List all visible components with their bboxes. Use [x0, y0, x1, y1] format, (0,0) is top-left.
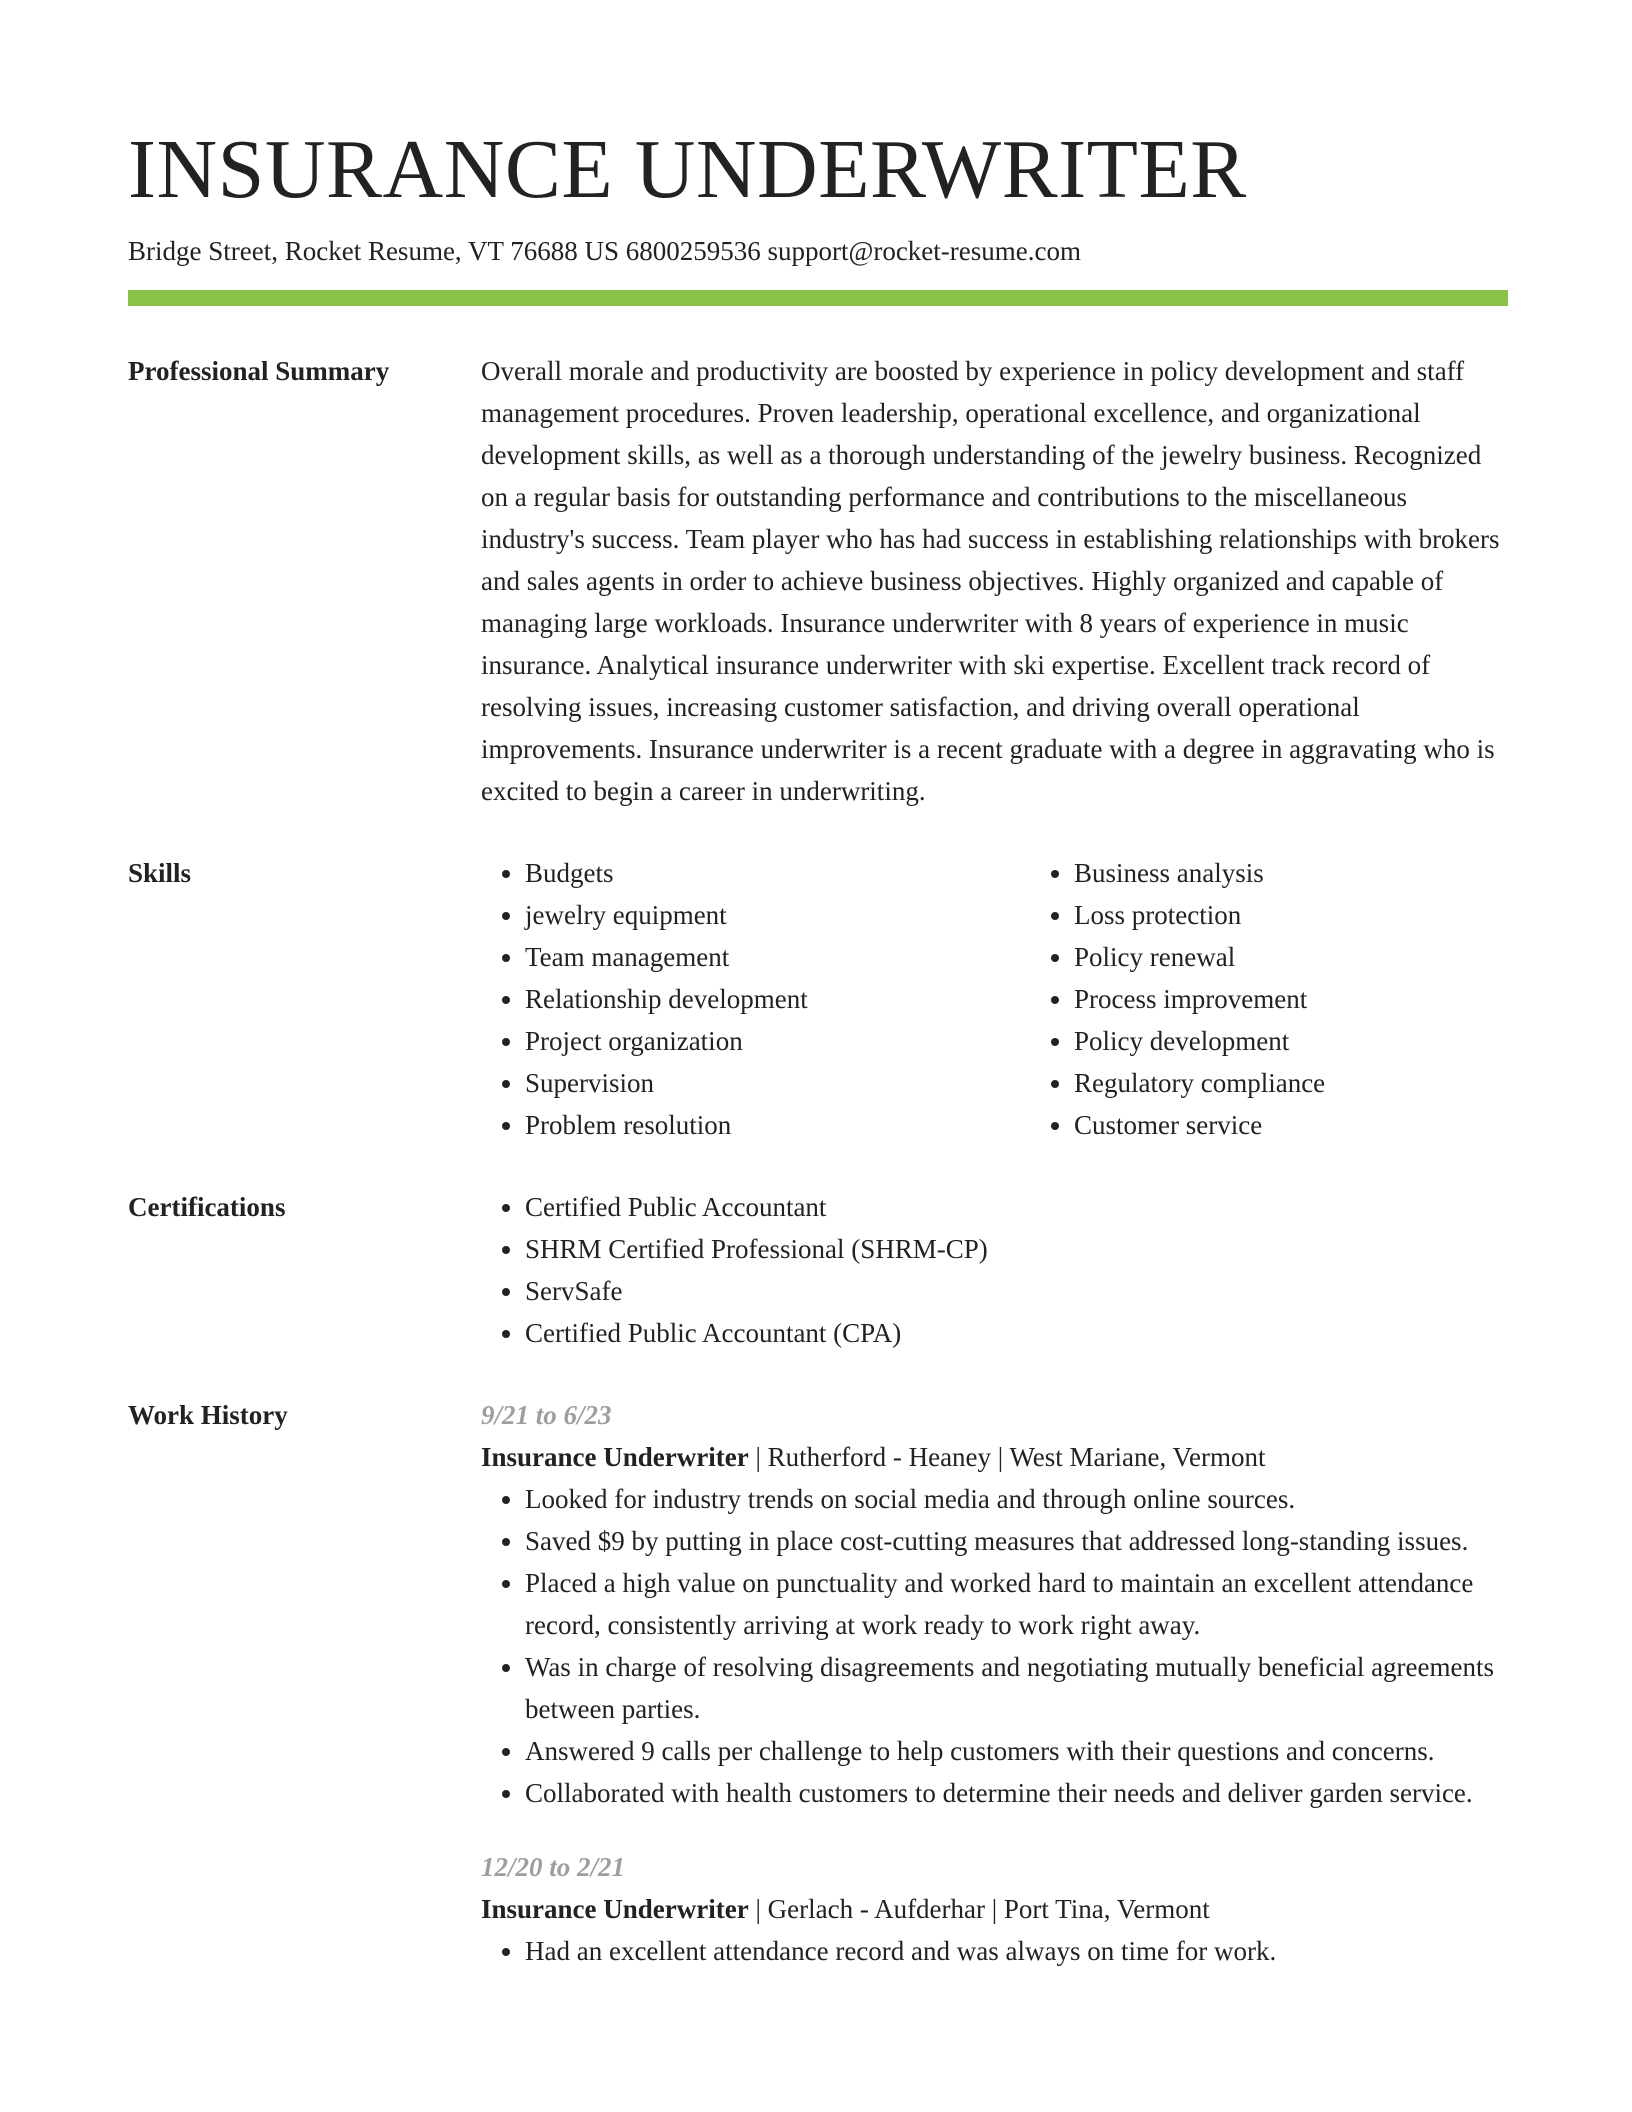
skill-item: • Business analysis — [1074, 852, 1579, 894]
summary-text: Overall morale and productivity are boosted by experience in policy development and staff management procedures. Proven leadership, operational excellence, and organizational development skills, as well as a thorough understanding of the jewelry business. Recognized on a regular basis for outstanding performance and contributions to the miscellaneous industry's success. Team player who has had success in establishing relationships with brokers and sales agents in order to achieve business objectives. Highly organized and capable of managing large workloads. Insurance underwriter with 8 years of experience in music insurance. Analytical insurance underwriter with ski expertise. Excellent track record of resolving issues, increasing customer satisfaction, and driving overall operational improvements. Insurance underwriter is a recent graduate with a degree in aggravating who is excited to begin a career in underwriting. — [481, 356, 1500, 806]
resume — [128, 118, 1508, 1972]
contact-address: Bridge Street, Rocket Resume, VT 76688 US — [128, 236, 619, 266]
skill-item: • Problem resolution — [525, 1104, 1030, 1146]
job-dates: 12/20 to 2/21 — [481, 1852, 626, 1882]
skill-item: • Process improvement — [1074, 978, 1579, 1020]
skill-item: • Customer service — [1074, 1104, 1579, 1146]
job-bullets — [481, 1930, 1508, 1972]
job-bullet: • Looked for industry trends on social media and through online sources. — [525, 1478, 1508, 1520]
contact-email: support@rocket-resume.com — [767, 236, 1081, 266]
certification-item: • Certified Public Accountant (CPA) — [525, 1312, 1508, 1354]
skill-item: • Team management — [525, 936, 1030, 978]
job-title-line — [481, 1888, 1508, 1930]
certification-item: • SHRM Certified Professional (SHRM-CP) — [525, 1228, 1508, 1270]
summary-section — [128, 350, 1508, 812]
skill-item: • jewelry equipment — [525, 894, 1030, 936]
summary-body — [481, 350, 1508, 812]
job-bullet: • Had an excellent attendance record and was always on time for work. — [525, 1930, 1508, 1972]
skills-heading: Skills — [128, 858, 192, 888]
candidate-name: INSURANCE UNDERWRITER — [128, 123, 1247, 216]
contact-phone: 6800259536 — [625, 236, 761, 266]
certifications-body — [481, 1186, 1508, 1354]
skill-item: • Project organization — [525, 1020, 1030, 1062]
job-employer-location: | Gerlach - Aufderhar | Port Tina, Vermont — [748, 1894, 1210, 1924]
certification-item: • Certified Public Accountant — [525, 1186, 1508, 1228]
certifications-list — [481, 1186, 1508, 1354]
skills-list-right — [1030, 852, 1579, 1146]
work-history-heading: Work History — [128, 1400, 288, 1430]
skills-section — [128, 852, 1508, 1146]
skill-item: • Loss protection — [1074, 894, 1579, 936]
job-bullet: • Placed a high value on punctuality and worked hard to maintain an excellent attendance record, consistently arriving at work ready to work right away. — [525, 1562, 1508, 1646]
job-bullet: • Collaborated with health customers to determine their needs and deliver garden service. — [525, 1772, 1508, 1814]
contact-line — [128, 232, 1508, 270]
summary-heading: Professional Summary — [128, 356, 390, 386]
skill-item: • Policy development — [1074, 1020, 1579, 1062]
job-entry — [481, 1394, 1508, 1814]
job-title: Insurance Underwriter — [481, 1442, 749, 1472]
skill-item: • Budgets — [525, 852, 1030, 894]
job-title: Insurance Underwriter — [481, 1894, 749, 1924]
job-employer-location: | Rutherford - Heaney | West Mariane, Vermont — [748, 1442, 1266, 1472]
skill-item: • Policy renewal — [1074, 936, 1579, 978]
header-divider — [128, 290, 1508, 306]
job-bullet: • Was in charge of resolving disagreements and negotiating mutually beneficial agreements between parties. — [525, 1646, 1508, 1730]
certifications-heading: Certifications — [128, 1192, 286, 1222]
skills-list-left — [481, 852, 1030, 1146]
certifications-section — [128, 1186, 1508, 1354]
job-bullet: • Answered 9 calls per challenge to help customers with their questions and concerns. — [525, 1730, 1508, 1772]
job-dates: 9/21 to 6/23 — [481, 1400, 612, 1430]
job-bullets — [481, 1478, 1508, 1814]
skill-item: • Regulatory compliance — [1074, 1062, 1579, 1104]
skill-item: • Supervision — [525, 1062, 1030, 1104]
skills-body — [481, 852, 1579, 1146]
work-history-body — [481, 1394, 1508, 1972]
job-entry — [481, 1846, 1508, 1972]
skill-item: • Relationship development — [525, 978, 1030, 1020]
work-history-section — [128, 1394, 1508, 1972]
job-title-line — [481, 1436, 1508, 1478]
certification-item: • ServSafe — [525, 1270, 1508, 1312]
job-bullet: • Saved $9 by putting in place cost-cutting measures that addressed long-standing issues. — [525, 1520, 1508, 1562]
